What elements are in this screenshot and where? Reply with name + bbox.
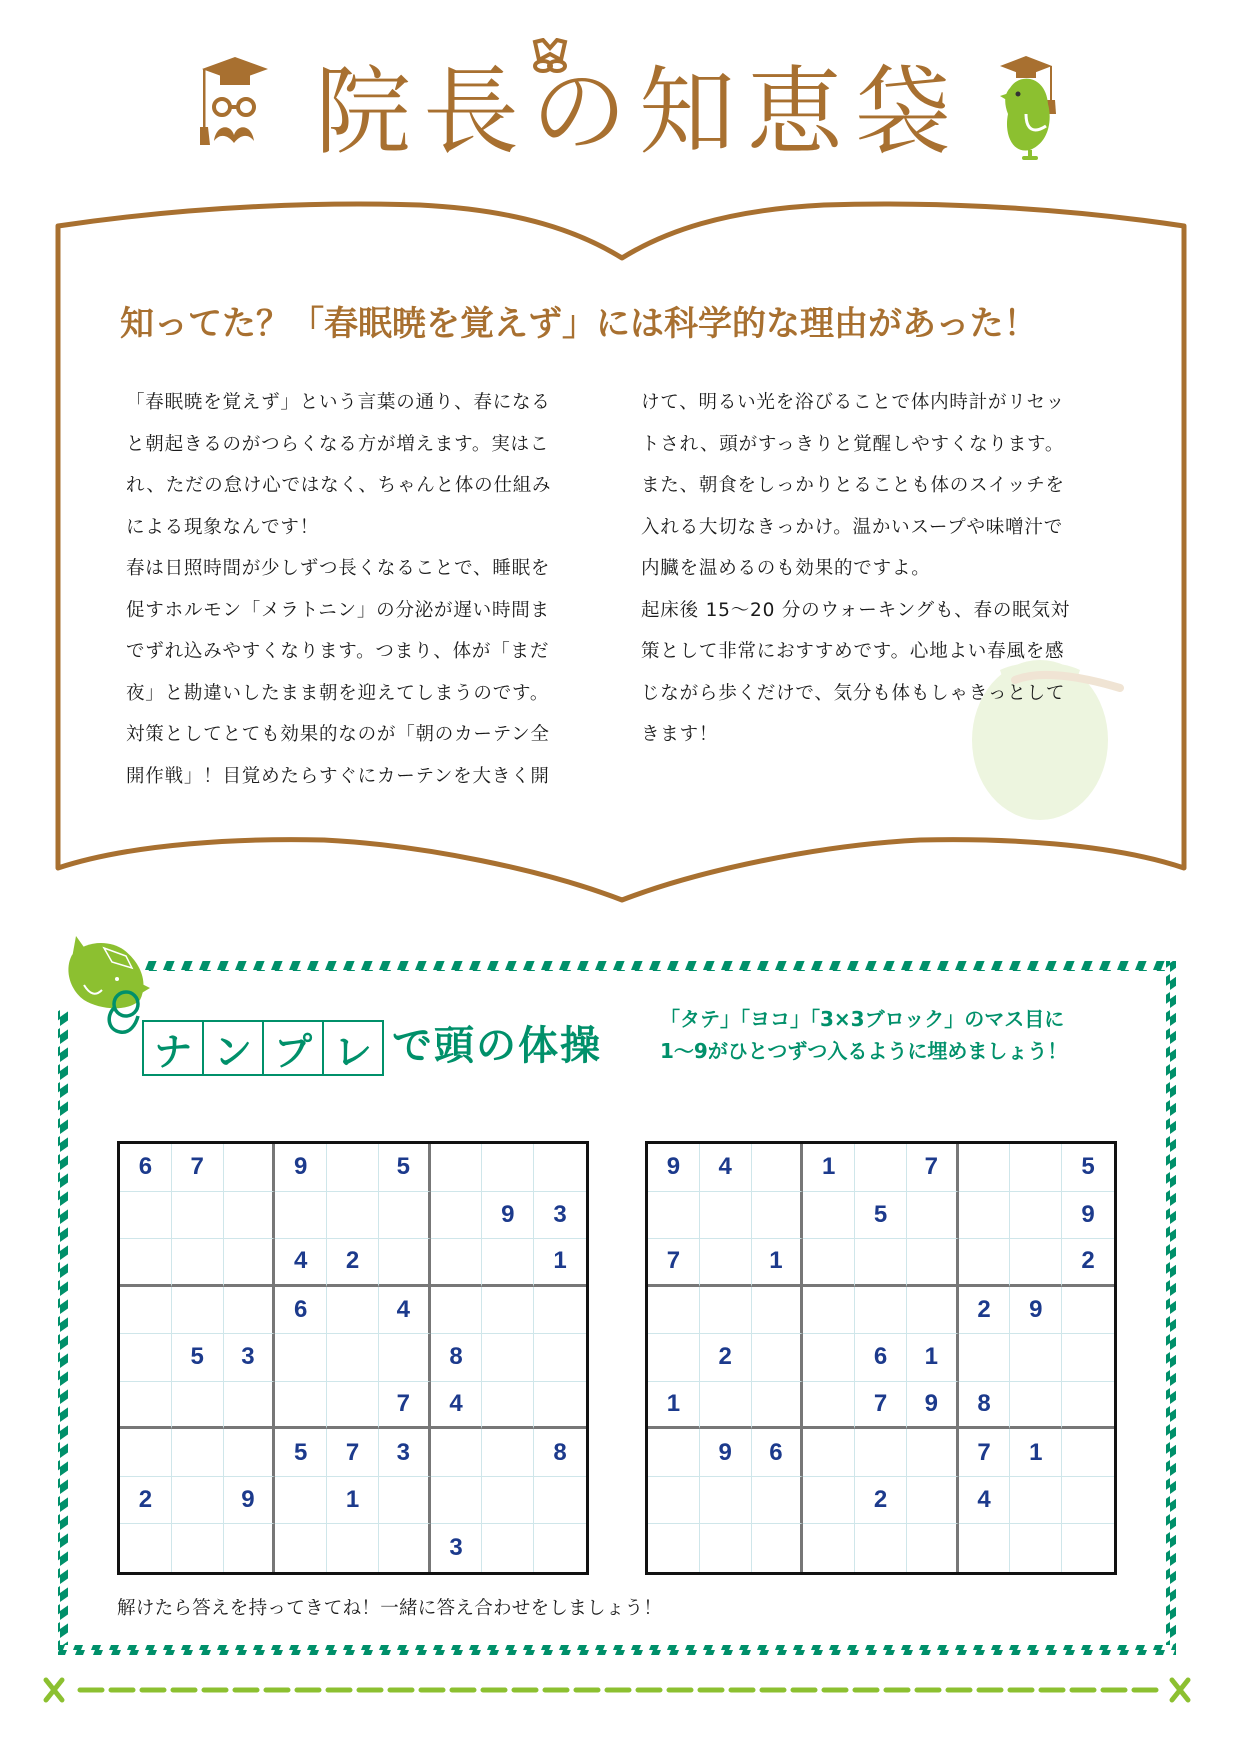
sudoku-cell[interactable] xyxy=(907,1477,959,1525)
sudoku-cell[interactable] xyxy=(431,1192,483,1240)
sudoku-cell[interactable]: 9 xyxy=(1062,1192,1114,1240)
sudoku-cell[interactable] xyxy=(224,1382,276,1430)
sudoku-cell[interactable] xyxy=(855,1144,907,1192)
puzzle-instructions xyxy=(660,1003,1067,1067)
sudoku-cell[interactable] xyxy=(855,1524,907,1572)
sudoku-cell[interactable] xyxy=(482,1144,534,1192)
sudoku-cell[interactable] xyxy=(1062,1524,1114,1572)
sudoku-cell[interactable] xyxy=(752,1477,804,1525)
article-line: と朝起きるのがつらくなる方が増えます。実はこ xyxy=(126,433,550,455)
sudoku-cell[interactable] xyxy=(482,1524,534,1572)
sudoku-cell[interactable]: 9 xyxy=(482,1192,534,1240)
sudoku-cell[interactable]: 2 xyxy=(327,1239,379,1287)
article-line: による現象なんです！ xyxy=(126,516,320,538)
sudoku-cell[interactable]: 2 xyxy=(855,1477,907,1525)
sudoku-cell[interactable] xyxy=(534,1334,586,1382)
sudoku-cell[interactable]: 1 xyxy=(534,1239,586,1287)
article-line: 「春眠暁を覚えず」という言葉の通り、春になる xyxy=(126,392,551,413)
title-char-4: レ xyxy=(333,1029,372,1074)
sudoku-cell[interactable] xyxy=(482,1334,534,1382)
sudoku-cell[interactable] xyxy=(1062,1429,1114,1477)
sudoku-cell[interactable] xyxy=(1010,1382,1062,1430)
article-line: でずれ込みやすくなります。つまり、体が「まだ xyxy=(126,641,550,662)
sudoku-cell[interactable]: 4 xyxy=(379,1287,431,1335)
sudoku-cell[interactable] xyxy=(534,1477,586,1525)
puzzle-title-boxed xyxy=(142,1020,384,1076)
sudoku-cell[interactable] xyxy=(1010,1334,1062,1382)
sudoku-cell[interactable] xyxy=(120,1382,172,1430)
sudoku-cell[interactable] xyxy=(275,1524,327,1572)
sudoku-cell[interactable] xyxy=(172,1477,224,1525)
frame-top-stripe xyxy=(140,961,1176,971)
sudoku-cell[interactable] xyxy=(224,1239,276,1287)
sudoku-cell[interactable] xyxy=(1062,1334,1114,1382)
sudoku-cell[interactable] xyxy=(752,1192,804,1240)
sudoku-cell[interactable] xyxy=(907,1239,959,1287)
sudoku-cell[interactable] xyxy=(379,1334,431,1382)
sudoku-cell[interactable]: 4 xyxy=(700,1144,752,1192)
sudoku-cell[interactable]: 2 xyxy=(700,1334,752,1382)
sudoku-cell[interactable] xyxy=(379,1524,431,1572)
sudoku-cell[interactable]: 1 xyxy=(1010,1429,1062,1477)
sudoku-cell[interactable]: 3 xyxy=(224,1334,276,1382)
article-line: 策として非常におすすめです。心地よい春風を感 xyxy=(641,641,1065,662)
title-char-2: ン xyxy=(204,1022,264,1074)
sudoku-cell[interactable] xyxy=(803,1429,855,1477)
sudoku-cell[interactable] xyxy=(752,1144,804,1192)
sudoku-cell[interactable] xyxy=(379,1477,431,1525)
sudoku-cell[interactable] xyxy=(700,1524,752,1572)
sudoku-cell[interactable] xyxy=(803,1287,855,1335)
sudoku-cell[interactable] xyxy=(172,1239,224,1287)
sudoku-cell[interactable] xyxy=(482,1429,534,1477)
sudoku-cell[interactable] xyxy=(803,1334,855,1382)
sudoku-cell[interactable] xyxy=(120,1239,172,1287)
sudoku-cell[interactable] xyxy=(648,1192,700,1240)
sudoku-cell[interactable] xyxy=(534,1287,586,1335)
sudoku-cell[interactable] xyxy=(224,1192,276,1240)
sudoku-cell[interactable] xyxy=(120,1429,172,1477)
frame-left-stripe xyxy=(58,1010,68,1655)
article-line: 入れる大切なきっかけ。温かいスープや味噌汁で xyxy=(641,516,1064,538)
sudoku-cell[interactable]: 5 xyxy=(1062,1144,1114,1192)
sudoku-cell[interactable] xyxy=(648,1524,700,1572)
sudoku-cell[interactable] xyxy=(431,1287,483,1335)
sudoku-cell[interactable]: 3 xyxy=(534,1192,586,1240)
sudoku-cell[interactable] xyxy=(700,1287,752,1335)
sudoku-cell[interactable]: 4 xyxy=(275,1239,327,1287)
sudoku-cell[interactable]: 9 xyxy=(648,1144,700,1192)
sudoku-cell[interactable]: 9 xyxy=(907,1382,959,1430)
sudoku-cell[interactable] xyxy=(803,1477,855,1525)
sudoku-cell[interactable]: 7 xyxy=(959,1429,1011,1477)
sudoku-cell[interactable] xyxy=(648,1429,700,1477)
article-line: トされ、頭がすっきりと覚醒しやすくなります。 xyxy=(641,433,1065,455)
sudoku-cell[interactable]: 1 xyxy=(907,1334,959,1382)
sudoku-cell[interactable]: 1 xyxy=(648,1382,700,1430)
article-line: また、朝食をしっかりとることも体のスイッチを xyxy=(641,475,1065,496)
sudoku-cell[interactable] xyxy=(327,1192,379,1240)
sudoku-cell[interactable] xyxy=(855,1287,907,1335)
sudoku-cell[interactable] xyxy=(224,1287,276,1335)
sudoku-cell[interactable] xyxy=(275,1477,327,1525)
sudoku-cell[interactable]: 8 xyxy=(959,1382,1011,1430)
sudoku-cell[interactable] xyxy=(379,1239,431,1287)
sudoku-cell[interactable]: 1 xyxy=(327,1477,379,1525)
sudoku-cell[interactable]: 1 xyxy=(803,1144,855,1192)
sudoku-cell[interactable]: 5 xyxy=(172,1334,224,1382)
sudoku-cell[interactable] xyxy=(1062,1287,1114,1335)
article-line: 内臓を温めるのも効果的ですよ。 xyxy=(641,558,931,579)
sudoku-cell[interactable] xyxy=(172,1192,224,1240)
sudoku-cell[interactable] xyxy=(534,1382,586,1430)
sudoku-cell[interactable] xyxy=(803,1524,855,1572)
sudoku-cell[interactable]: 7 xyxy=(327,1429,379,1477)
sudoku-cell[interactable]: 9 xyxy=(700,1429,752,1477)
sudoku-cell[interactable] xyxy=(431,1144,483,1192)
sudoku-cell[interactable]: 6 xyxy=(275,1287,327,1335)
sudoku-cell[interactable] xyxy=(907,1192,959,1240)
sudoku-cell[interactable] xyxy=(855,1239,907,1287)
article-line: じながら歩くだけで、気分も体もしゃきっとして xyxy=(641,682,1066,704)
sudoku-cell[interactable]: 1 xyxy=(752,1239,804,1287)
sudoku-cell[interactable] xyxy=(803,1192,855,1240)
sudoku-cell[interactable] xyxy=(482,1239,534,1287)
sudoku-cell[interactable]: 7 xyxy=(907,1144,959,1192)
sudoku-cell[interactable] xyxy=(648,1287,700,1335)
sudoku-cell[interactable] xyxy=(1062,1477,1114,1525)
sudoku-cell[interactable] xyxy=(482,1287,534,1335)
sudoku-cell[interactable] xyxy=(907,1287,959,1335)
cut-line xyxy=(46,1680,1188,1700)
sudoku-cell[interactable]: 7 xyxy=(172,1144,224,1192)
sudoku-cell[interactable] xyxy=(907,1524,959,1572)
sudoku-cell[interactable] xyxy=(379,1192,431,1240)
instruction-line-2: 1〜9がひとつずつ入るように埋めましょう！ xyxy=(660,1039,1068,1063)
sudoku-cell[interactable]: 2 xyxy=(959,1287,1011,1335)
sudoku-grid-left xyxy=(117,1141,589,1575)
sudoku-cell[interactable] xyxy=(700,1239,752,1287)
sudoku-cell[interactable]: 2 xyxy=(1062,1239,1114,1287)
sudoku-cell[interactable]: 2 xyxy=(120,1477,172,1525)
sudoku-cell[interactable] xyxy=(1010,1524,1062,1572)
sudoku-cell[interactable] xyxy=(855,1429,907,1477)
sudoku-cell[interactable]: 7 xyxy=(379,1382,431,1430)
sudoku-cell[interactable]: 5 xyxy=(855,1192,907,1240)
sudoku-cell[interactable] xyxy=(431,1477,483,1525)
sudoku-cell[interactable] xyxy=(327,1524,379,1572)
frame-right-stripe xyxy=(1166,961,1176,1655)
page-title: 院長の知恵袋 xyxy=(315,56,963,168)
sudoku-cell[interactable]: 9 xyxy=(224,1477,276,1525)
sudoku-cell[interactable] xyxy=(959,1239,1011,1287)
sudoku-cell[interactable] xyxy=(752,1524,804,1572)
puzzle-title-rest: で頭の体操 xyxy=(392,1023,602,1069)
sudoku-cell[interactable] xyxy=(327,1287,379,1335)
sudoku-cell[interactable]: 5 xyxy=(275,1429,327,1477)
sudoku-cell[interactable] xyxy=(700,1192,752,1240)
sudoku-cell[interactable] xyxy=(803,1382,855,1430)
title-char-3: プ xyxy=(264,1022,324,1074)
article-line: 開作戦」！目覚めたらすぐにカーテンを大きく開 xyxy=(126,765,550,787)
sudoku-cell[interactable] xyxy=(1010,1192,1062,1240)
sudoku-cell[interactable] xyxy=(327,1382,379,1430)
sudoku-cell[interactable]: 3 xyxy=(379,1429,431,1477)
frame-bottom-stripe xyxy=(58,1645,1176,1655)
sudoku-cell[interactable] xyxy=(327,1334,379,1382)
article-line: けて、明るい光を浴びることで体内時計がリセッ xyxy=(641,392,1066,413)
sudoku-cell[interactable] xyxy=(224,1429,276,1477)
sudoku-cell[interactable] xyxy=(752,1334,804,1382)
sudoku-cell[interactable] xyxy=(327,1144,379,1192)
sudoku-cell[interactable] xyxy=(959,1144,1011,1192)
sudoku-cell[interactable] xyxy=(648,1334,700,1382)
sudoku-cell[interactable] xyxy=(959,1192,1011,1240)
article-line: きます！ xyxy=(641,724,719,745)
article-line: 促すホルモン「メラトニン」の分泌が遅い時間ま xyxy=(126,599,550,621)
sudoku-cell[interactable]: 5 xyxy=(379,1144,431,1192)
article-line: 夜」と勘違いしたまま朝を迎えてしまうのです。 xyxy=(126,682,550,704)
sudoku-cell[interactable]: 7 xyxy=(648,1239,700,1287)
sudoku-cell[interactable]: 4 xyxy=(431,1382,483,1430)
footer-note: 解けたら答えを持ってきてね！一緒に答え合わせをしましょう！ xyxy=(117,1598,663,1619)
sudoku-cell[interactable]: 4 xyxy=(959,1477,1011,1525)
article-line: れ、ただの怠け心ではなく、ちゃんと体の仕組み xyxy=(126,475,552,496)
sudoku-cell[interactable] xyxy=(1062,1382,1114,1430)
sudoku-cell[interactable]: 8 xyxy=(534,1429,586,1477)
article-line: 対策としてとても効果的なのが「朝のカーテン全 xyxy=(126,724,550,745)
sudoku-cell[interactable]: 9 xyxy=(275,1144,327,1192)
sudoku-cell[interactable] xyxy=(803,1239,855,1287)
sudoku-cell[interactable] xyxy=(752,1382,804,1430)
instruction-line-1: 「タテ」「ヨコ」「3×3ブロック」のマス目に xyxy=(660,1007,1065,1031)
sudoku-cell[interactable] xyxy=(959,1524,1011,1572)
sudoku-cell[interactable]: 6 xyxy=(752,1429,804,1477)
sudoku-cell[interactable] xyxy=(907,1429,959,1477)
sudoku-cell[interactable] xyxy=(482,1477,534,1525)
sudoku-cell[interactable] xyxy=(431,1429,483,1477)
sudoku-cell[interactable] xyxy=(700,1382,752,1430)
sudoku-cell[interactable] xyxy=(275,1334,327,1382)
sudoku-cell[interactable] xyxy=(224,1524,276,1572)
sudoku-cell[interactable] xyxy=(534,1144,586,1192)
sudoku-cell[interactable] xyxy=(648,1477,700,1525)
sudoku-cell[interactable]: 3 xyxy=(431,1524,483,1572)
sudoku-cell[interactable] xyxy=(172,1524,224,1572)
sudoku-cell[interactable] xyxy=(120,1192,172,1240)
sudoku-grid-right xyxy=(645,1141,1117,1575)
sudoku-cell[interactable]: 6 xyxy=(120,1144,172,1192)
sudoku-cell[interactable] xyxy=(959,1334,1011,1382)
sudoku-cell[interactable] xyxy=(172,1429,224,1477)
sudoku-cell[interactable]: 6 xyxy=(855,1334,907,1382)
sudoku-cell[interactable] xyxy=(172,1287,224,1335)
sudoku-cell[interactable] xyxy=(275,1192,327,1240)
sudoku-cell[interactable]: 9 xyxy=(1010,1287,1062,1335)
sudoku-cell[interactable] xyxy=(1010,1239,1062,1287)
article-line: 春は日照時間が少しずつ長くなることで、睡眠を xyxy=(126,558,551,579)
sudoku-cell[interactable]: 7 xyxy=(855,1382,907,1430)
sudoku-cell[interactable] xyxy=(172,1382,224,1430)
article-heading: 知ってた？「春眠暁を覚えず」には科学的な理由があった！ xyxy=(120,304,1038,344)
sudoku-cell[interactable] xyxy=(120,1334,172,1382)
article-line: 起床後 15〜20 分のウォーキングも、春の眠気対 xyxy=(641,599,1071,621)
sudoku-cell[interactable] xyxy=(224,1144,276,1192)
title-char-1: ナ xyxy=(144,1022,204,1074)
sudoku-cell[interactable] xyxy=(120,1287,172,1335)
sudoku-cell[interactable] xyxy=(431,1239,483,1287)
sudoku-cell[interactable]: 8 xyxy=(431,1334,483,1382)
sudoku-cell[interactable] xyxy=(1010,1477,1062,1525)
sudoku-cell[interactable] xyxy=(120,1524,172,1572)
sudoku-cell[interactable] xyxy=(700,1477,752,1525)
sudoku-cell[interactable] xyxy=(534,1524,586,1572)
sudoku-cell[interactable] xyxy=(275,1382,327,1430)
sudoku-cell[interactable] xyxy=(752,1287,804,1335)
sudoku-cell[interactable] xyxy=(1010,1144,1062,1192)
sudoku-cell[interactable] xyxy=(482,1382,534,1430)
